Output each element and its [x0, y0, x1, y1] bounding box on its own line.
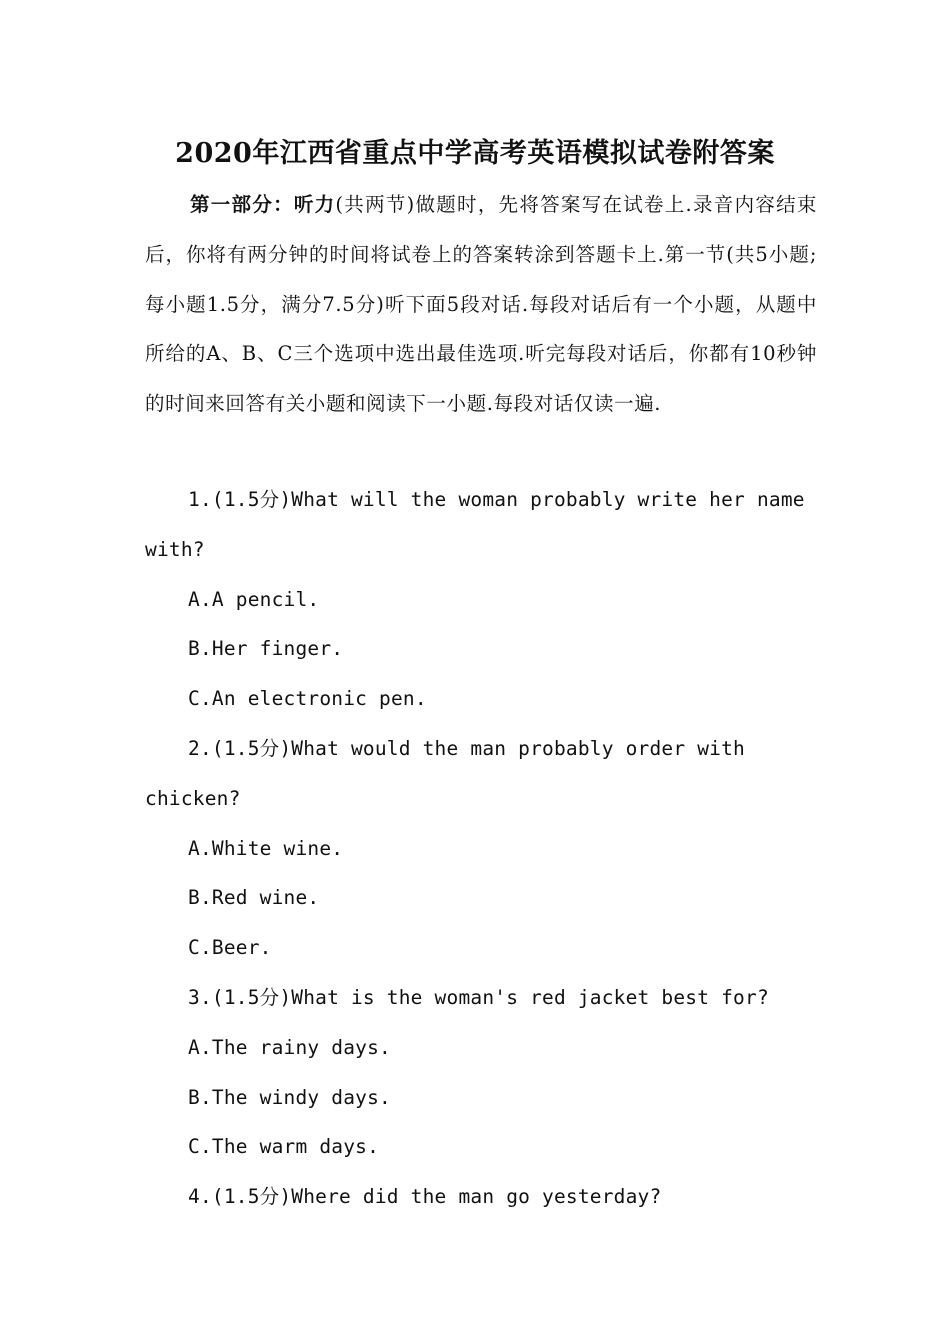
- question-item: [145, 475, 817, 724]
- document-title: 2020年江西省重点中学高考英语模拟试卷附答案: [175, 138, 775, 169]
- answer-option: A.The rainy days.: [188, 1035, 391, 1059]
- answer-option: B.Her finger.: [188, 637, 344, 661]
- question-stem: 4.(1.5分)Where did the man go yesterday?: [188, 1185, 662, 1209]
- answer-option: A.A pencil.: [188, 587, 320, 611]
- answer-option: B.Red wine.: [188, 886, 320, 910]
- answer-option: C.The warm days.: [188, 1135, 380, 1159]
- answer-option: B.The windy days.: [188, 1085, 391, 1109]
- answer-option: A.White wine.: [188, 836, 344, 860]
- question-stem: 3.(1.5分)What is the woman's red jacket best for?: [188, 985, 769, 1009]
- question-item: [145, 973, 817, 1172]
- intro-text: (共两节)做题时，先将答案写在试卷上.录音内容结束后，你将有两分钟的时间将试卷上的答案转涂到答题卡上.第一节(共5小题;每小题1.5分，满分7.5分)听下面5段对话.每段对话后有一个小题，从题中所给的A、B、C三个选项中选出最佳选项.听完每段对话后，你都有10秒钟的时间来回答有关小题和阅读下一小题.每段对话仅读一遍.: [145, 193, 817, 416]
- question-item: [145, 1172, 817, 1222]
- question-stem: 1.(1.5分)What will the woman probably write her name with?: [145, 488, 805, 561]
- question-stem: 2.(1.5分)What would the man probably order with chicken?: [145, 736, 745, 810]
- intro-paragraph: [145, 180, 817, 429]
- section-heading: 第一部分：听力: [190, 193, 336, 216]
- answer-option: C.Beer.: [188, 936, 272, 960]
- question-item: [145, 724, 817, 973]
- answer-option: C.An electronic pen.: [188, 687, 427, 711]
- question-list: [145, 475, 817, 1222]
